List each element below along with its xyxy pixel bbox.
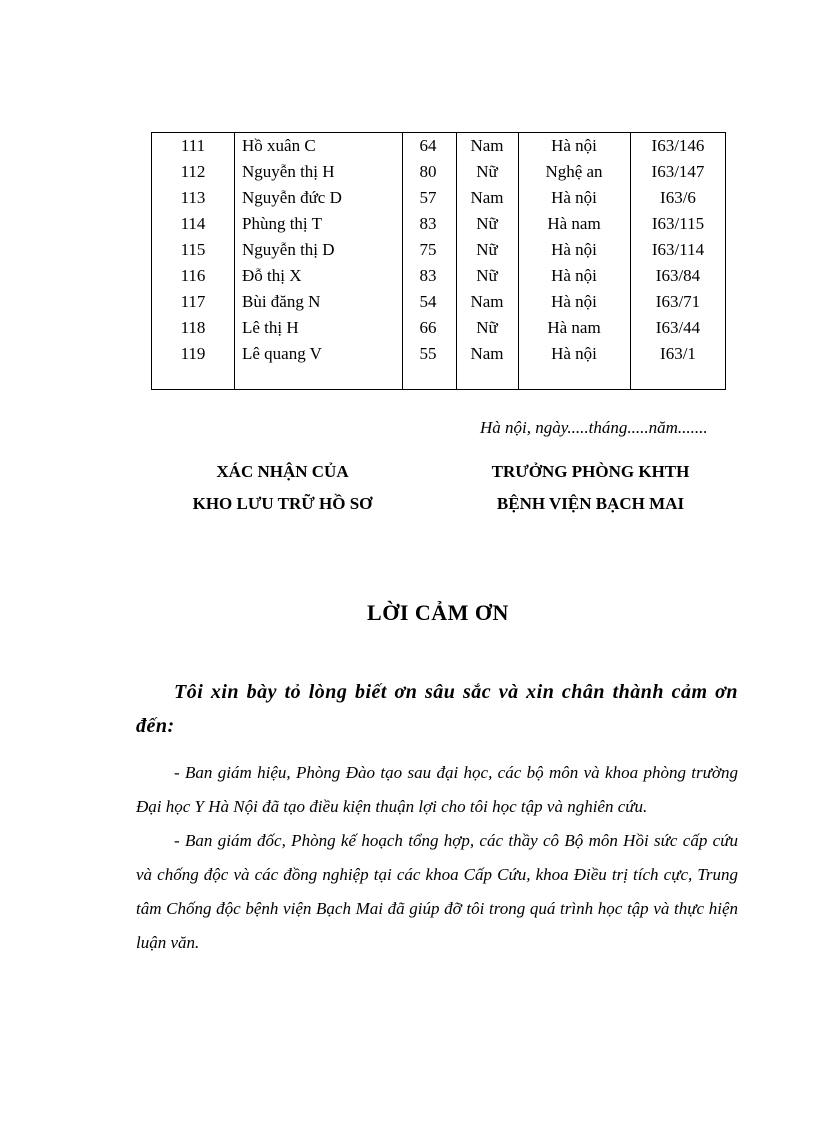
patient-sex: Nam <box>470 136 504 155</box>
record-code: I63/114 <box>651 240 705 259</box>
patient-name: Nguyễn đức D <box>242 188 342 207</box>
patient-sex: Nữ <box>476 162 498 181</box>
table-row <box>152 237 725 263</box>
table-row <box>152 315 725 341</box>
patient-age: 64 <box>419 136 437 155</box>
patient-sex: Nam <box>470 292 504 311</box>
record-number: 113 <box>180 188 206 207</box>
table-row <box>152 289 725 315</box>
record-number: 119 <box>180 344 206 363</box>
patient-age: 66 <box>419 318 437 337</box>
date-line: Hà nội, ngày.....tháng.....năm....... <box>480 418 708 437</box>
patient-address: Hà nội <box>551 292 597 311</box>
patient-address: Hà nội <box>551 188 597 207</box>
patient-sex: Nữ <box>476 214 498 233</box>
patient-sex: Nam <box>470 188 504 207</box>
signature-title: TRƯỞNG PHÒNG KHTH <box>491 462 690 481</box>
record-number: 117 <box>180 292 206 311</box>
patient-sex: Nữ <box>476 240 498 259</box>
acknowledgement-paragraph: - Ban giám đốc, Phòng kế hoạch tổng hợp, các thầy cô Bộ môn Hồi sức cấp cứu và chống độc và các đồng nghiệp tại các khoa Cấp Cứu, khoa Điều trị tích cực, Trung tâm Chống độc bệnh viện Bạch Mai đã giúp đỡ tôi trong quá trình học tập và thực hiện luận văn. <box>136 831 738 952</box>
patient-age: 75 <box>419 240 437 259</box>
record-number: 114 <box>180 214 206 233</box>
table-row <box>152 185 725 211</box>
table-row <box>152 133 725 159</box>
record-code: I63/146 <box>651 136 705 155</box>
record-code: I63/84 <box>655 266 701 285</box>
patient-address: Hà nội <box>551 136 597 155</box>
patient-age: 55 <box>419 344 437 363</box>
patient-address: Hà nội <box>551 344 597 363</box>
patient-name: Đỗ thị X <box>242 266 302 285</box>
patient-age: 83 <box>419 214 437 233</box>
record-number: 115 <box>180 240 206 259</box>
patient-name: Hồ xuân C <box>242 136 316 155</box>
signature-department: KHO LƯU TRỮ HỒ SƠ <box>192 494 373 513</box>
record-number: 111 <box>180 136 206 155</box>
table-row <box>152 263 725 289</box>
patient-sex: Nữ <box>476 318 498 337</box>
patient-name: Lê quang V <box>242 344 322 363</box>
table-row <box>152 159 725 185</box>
record-code: I63/71 <box>655 292 701 311</box>
record-code: I63/115 <box>651 214 705 233</box>
signature-department: BỆNH VIỆN BẠCH MAI <box>496 494 685 513</box>
patient-age: 54 <box>419 292 437 311</box>
record-code: I63/6 <box>660 188 696 207</box>
patient-name: Bùi đăng N <box>242 292 321 311</box>
record-code: I63/147 <box>651 162 705 181</box>
acknowledgement-title: LỜI CẢM ƠN <box>367 600 509 625</box>
record-number: 116 <box>180 266 206 285</box>
record-number: 112 <box>180 162 206 181</box>
acknowledgement-paragraph: - Ban giám hiệu, Phòng Đào tạo sau đại học, các bộ môn và khoa phòng trường Đại học Y Hà Nội đã tạo điều kiện thuận lợi cho tôi học tập và nghiên cứu. <box>136 763 738 816</box>
patient-name: Nguyễn thị D <box>242 240 335 259</box>
patient-address: Nghệ an <box>545 162 603 181</box>
patient-address: Hà nội <box>551 240 597 259</box>
record-code: I63/1 <box>660 344 696 363</box>
table-row <box>152 211 725 237</box>
record-number: 118 <box>180 318 206 337</box>
table-row <box>152 341 725 367</box>
signature-block-archive <box>170 456 395 520</box>
patient-name: Lê thị H <box>242 318 299 337</box>
signature-block-hospital <box>468 456 713 520</box>
patient-age: 83 <box>419 266 437 285</box>
patient-age: 57 <box>419 188 437 207</box>
acknowledgement-lead: Tôi xin bày tỏ lòng biết ơn sâu sắc và xin chân thành cảm ơn đến: <box>136 681 738 737</box>
patient-age: 80 <box>419 162 437 181</box>
patient-name: Nguyễn thị H <box>242 162 335 181</box>
signature-title: XÁC NHẬN CỦA <box>216 462 349 481</box>
record-code: I63/44 <box>655 318 701 337</box>
patient-name: Phùng thị T <box>242 214 322 233</box>
patient-address: Hà nội <box>551 266 597 285</box>
patient-address: Hà nam <box>547 214 601 233</box>
patient-sex: Nữ <box>476 266 498 285</box>
patient-records-table <box>151 132 726 390</box>
patient-address: Hà nam <box>547 318 601 337</box>
patient-sex: Nam <box>470 344 504 363</box>
